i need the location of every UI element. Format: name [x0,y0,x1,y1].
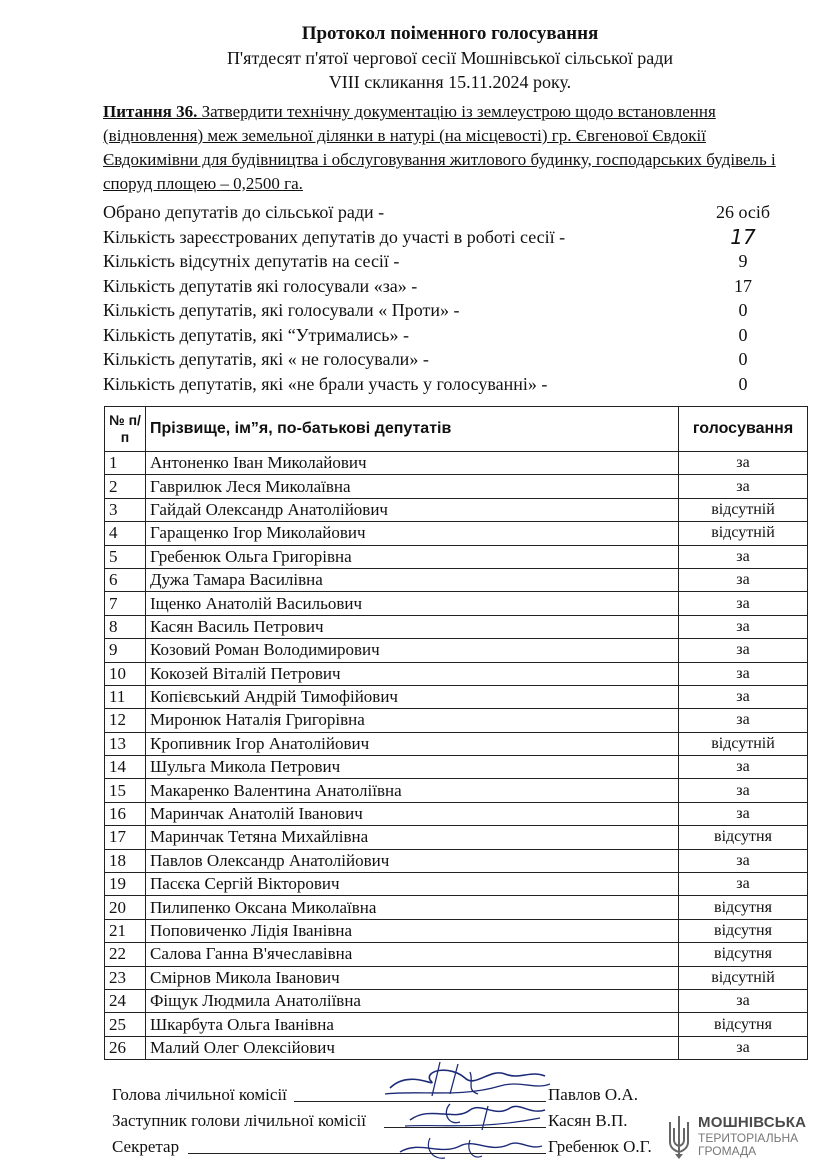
question-label: Питання 36. [103,102,198,121]
table-header-row [105,407,808,452]
signature-line [188,1153,546,1154]
vote-result: відсутня [679,896,808,919]
table-row [105,522,808,545]
stat-row [103,347,803,372]
table-row [105,1013,808,1036]
table-row [105,639,808,662]
stat-row [103,249,803,274]
signature-row [112,1084,672,1106]
deputy-name: Гаращенко Ігор Миколайович [146,522,679,545]
table-row [105,966,808,989]
document-header [100,22,800,94]
logo-line1: МОШНІВСЬКА [698,1114,807,1131]
stat-label: Кількість зареєстрованих депутатів до участі в роботі сесії - [103,226,566,247]
table-row [105,662,808,685]
stat-row [103,200,803,225]
signature-role: Голова лічильної комісії [112,1085,287,1104]
vote-result: за [679,568,808,591]
signature-row [112,1136,672,1158]
deputy-name: Копієвський Андрій Тимофійович [146,685,679,708]
deputy-name: Маринчак Тетяна Михайлівна [146,826,679,849]
deputy-name: Касян Василь Петрович [146,615,679,638]
vote-result: відсутній [679,732,808,755]
vote-result: за [679,873,808,896]
vote-result: за [679,756,808,779]
deputy-name: Дужа Тамара Василівна [146,568,679,591]
row-number: 24 [105,989,146,1012]
vote-result: за [679,639,808,662]
deputy-name: Фіщук Людмила Анатоліївна [146,989,679,1012]
session-subtitle: П'ятдесят п'ятої чергової сесії Мошнівської сільської ради [226,48,674,68]
deputy-name: Салова Ганна В'ячеславівна [146,943,679,966]
row-number: 20 [105,896,146,919]
deputy-name: Пасєка Сергій Вікторович [146,873,679,896]
table-row [105,475,808,498]
table-row [105,1036,808,1059]
table-row [105,826,808,849]
table-row [105,779,808,802]
deputy-name: Кропивник Ігор Анатолійович [146,732,679,755]
table-row [105,732,808,755]
deputy-name: Шульга Микола Петрович [146,756,679,779]
table-row [105,709,808,732]
row-number: 15 [105,779,146,802]
signature-line [384,1127,546,1128]
deputy-name: Шкарбута Ольга Іванівна [146,1013,679,1036]
column-header-vote: голосування [679,407,808,452]
row-number: 26 [105,1036,146,1059]
stat-value: 0 [738,349,748,369]
vote-result: за [679,475,808,498]
vote-result: за [679,709,808,732]
stat-row [103,372,803,397]
stat-label: Обрано депутатів до сільської ради - [103,202,385,222]
question-text: Затвердити технічну документацію із землеустрою щодо встановлення (відновлення) меж земельної ділянки в натурі (на місцевості) гр. Євгенової Євдокії Євдокимівни для будівництва і обслуговування житлового будинку, господарських будівель і споруд площею – 0,2500 га. [103,102,776,193]
stat-value: 26 осіб [715,202,771,222]
stat-label: Кількість депутатів які голосували «за» - [103,275,418,296]
table-row [105,615,808,638]
row-number: 23 [105,966,146,989]
deputy-name: Кокозей Віталій Петрович [146,662,679,685]
stat-label: Кількість депутатів, які « не голосували» - [103,349,429,369]
signature-block [112,1084,672,1158]
column-header-name: Прізвище, ім”я, по-батькові депутатів [146,407,679,452]
table-row [105,849,808,872]
vote-result: відсутня [679,919,808,942]
stat-value: 0 [738,373,748,394]
vote-result: за [679,989,808,1012]
deputy-name: Поповиченко Лідія Іванівна [146,919,679,942]
signature-role: Секретар [112,1137,180,1156]
row-number: 2 [105,475,146,498]
vote-result: відсутня [679,943,808,966]
stat-value: 0 [738,324,748,345]
row-number: 22 [105,943,146,966]
table-row [105,989,808,1012]
vote-result: за [679,779,808,802]
vote-result: відсутній [679,522,808,545]
vote-result: відсутня [679,1013,808,1036]
voting-stats [103,200,803,396]
row-number: 21 [105,919,146,942]
row-number: 8 [105,615,146,638]
row-number: 3 [105,498,146,521]
vote-result: за [679,615,808,638]
stat-row [103,274,803,299]
deputy-name: Гребенюк Ольга Григорівна [146,545,679,568]
vote-result: за [679,592,808,615]
row-number: 10 [105,662,146,685]
vote-result: відсутня [679,826,808,849]
table-row [105,943,808,966]
deputy-name: Козовий Роман Володимирович [146,639,679,662]
deputy-name: Макаренко Валентина Анатоліївна [146,779,679,802]
agenda-question [103,100,793,196]
row-number: 17 [105,826,146,849]
stat-label: Кількість депутатів, які «не брали участь у голосуванні» - [103,373,548,394]
stat-value: 9 [738,251,748,271]
document-title: Протокол поіменного голосування [301,23,599,44]
vote-result: відсутній [679,498,808,521]
signature-name: Гребенюк О.Г. [548,1137,652,1156]
row-number: 14 [105,756,146,779]
table-row [105,592,808,615]
row-number: 18 [105,849,146,872]
vote-result: за [679,545,808,568]
stat-label: Кількість депутатів, які “Утримались» - [103,324,409,345]
stat-value: 17 [734,275,752,296]
vote-result: за [679,685,808,708]
deputy-name: Пилипенко Оксана Миколаївна [146,896,679,919]
row-number: 13 [105,732,146,755]
deputy-name: Антоненко Іван Миколайович [146,452,679,475]
stat-value-handwritten: 17 [730,224,756,249]
stat-label: Кількість депутатів, які голосували « Проти» - [103,300,460,320]
deputy-name: Миронюк Наталія Григорівна [146,709,679,732]
signature-role: Заступник голови лічильної комісії [112,1111,367,1130]
community-logo [664,1114,814,1164]
row-number: 25 [105,1013,146,1036]
vote-result: за [679,1036,808,1059]
stat-row [103,323,803,348]
stat-value: 0 [738,300,748,320]
convocation-date: VIII скликання 15.11.2024 року. [328,72,572,92]
deputy-name: Маринчак Анатолій Іванович [146,802,679,825]
deputy-name: Іщенко Анатолій Васильович [146,592,679,615]
vote-result: за [679,452,808,475]
logo-line3-text: ГРОМАДА [698,1144,757,1158]
deputy-name: Смірнов Микола Іванович [146,966,679,989]
table-row [105,802,808,825]
table-row [105,756,808,779]
column-header-number: № п/п [105,407,146,452]
vote-result: відсутній [679,966,808,989]
row-number: 9 [105,639,146,662]
vote-result: за [679,802,808,825]
table-row [105,896,808,919]
vote-result: за [679,849,808,872]
row-number: 6 [105,568,146,591]
row-number: 16 [105,802,146,825]
row-number: 5 [105,545,146,568]
row-number: 12 [105,709,146,732]
voting-table [104,406,808,1060]
stat-label: Кількість відсутніх депутатів на сесії - [103,251,400,271]
signature-name: Касян В.П. [548,1111,628,1130]
logo-line2 [698,1132,798,1158]
deputy-name: Павлов Олександр Анатолійович [146,849,679,872]
vote-result: за [679,662,808,685]
deputy-name: Гаврилюк Леся Миколаївна [146,475,679,498]
table-row [105,452,808,475]
deputy-name: Гайдай Олександр Анатолійович [146,498,679,521]
deputy-name: Малий Олег Олексійович [146,1036,679,1059]
signature-line [294,1101,546,1102]
table-row [105,568,808,591]
row-number: 11 [105,685,146,708]
row-number: 19 [105,873,146,896]
logo-line2-text: ТЕРИТОРІАЛЬНА [698,1131,799,1145]
stat-row [103,298,803,323]
table-row [105,685,808,708]
signature-row [112,1110,672,1132]
row-number: 4 [105,522,146,545]
signature-name: Павлов О.А. [548,1085,638,1104]
table-row [105,498,808,521]
row-number: 7 [105,592,146,615]
stat-row [103,225,803,250]
trident-icon [666,1114,692,1160]
table-row [105,919,808,942]
table-row [105,873,808,896]
row-number: 1 [105,452,146,475]
table-body [105,452,808,1060]
table-row [105,545,808,568]
